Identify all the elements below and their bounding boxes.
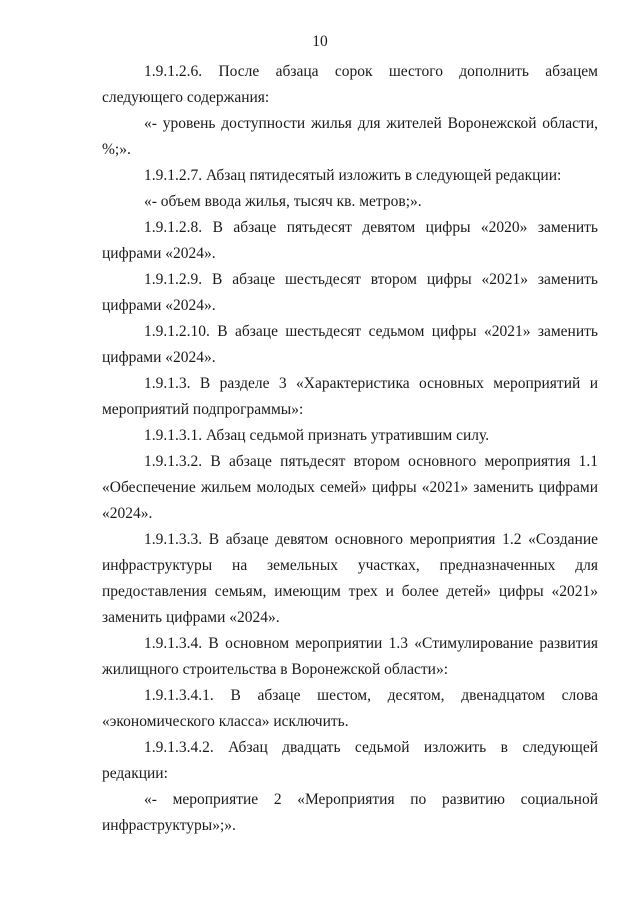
paragraph: 1.9.1.3.2. В абзаце пятьдесят втором основного мероприятия 1.1 «Обеспечение жильем молодых семей» цифры «2021» заменить цифрами «2024». [102, 453, 598, 522]
page-number: 10 [312, 33, 328, 50]
paragraph: 1.9.1.2.6. После абзаца сорок шестого дополнить абзацем следующего содержания: [102, 63, 598, 106]
paragraph: 1.9.1.3.4.1. В абзаце шестом, десятом, двенадцатом слова «экономического класса» исключить. [102, 687, 598, 730]
paragraph: 1.9.1.3.4.2. Абзац двадцать седьмой изложить в следующей редакции: [102, 739, 598, 782]
paragraph: «- уровень доступности жилья для жителей Воронежской области, %;». [102, 115, 598, 158]
paragraph: «- объем ввода жилья, тысяч кв. метров;». [144, 193, 422, 210]
paragraph: 1.9.1.3.3. В абзаце девятом основного мероприятия 1.2 «Создание инфраструктуры на земельных участках, предназначенных для предоставления семьям, имеющим трех и более детей» цифры «2021» заменить цифрами «2024». [102, 531, 598, 626]
paragraph: 1.9.1.3.1. Абзац седьмой признать утратившим силу. [144, 427, 490, 444]
paragraph: 1.9.1.3.4. В основном мероприятии 1.3 «Стимулирование развития жилищного строительства в Воронежской области»: [102, 635, 598, 678]
paragraph: 1.9.1.2.9. В абзаце шестьдесят втором цифры «2021» заменить цифрами «2024». [102, 271, 598, 314]
paragraph: 1.9.1.3. В разделе 3 «Характеристика основных мероприятий и мероприятий подпрограммы»: [102, 375, 598, 418]
paragraph: 1.9.1.2.7. Абзац пятидесятый изложить в следующей редакции: [144, 167, 562, 184]
paragraph: 1.9.1.2.10. В абзаце шестьдесят седьмом цифры «2021» заменить цифрами «2024». [102, 323, 598, 366]
document-body [102, 59, 598, 839]
paragraph: «- мероприятие 2 «Мероприятия по развитию социальной инфраструктуры»;». [102, 791, 598, 834]
paragraph: 1.9.1.2.8. В абзаце пятьдесят девятом цифры «2020» заменить цифрами «2024». [102, 219, 598, 262]
